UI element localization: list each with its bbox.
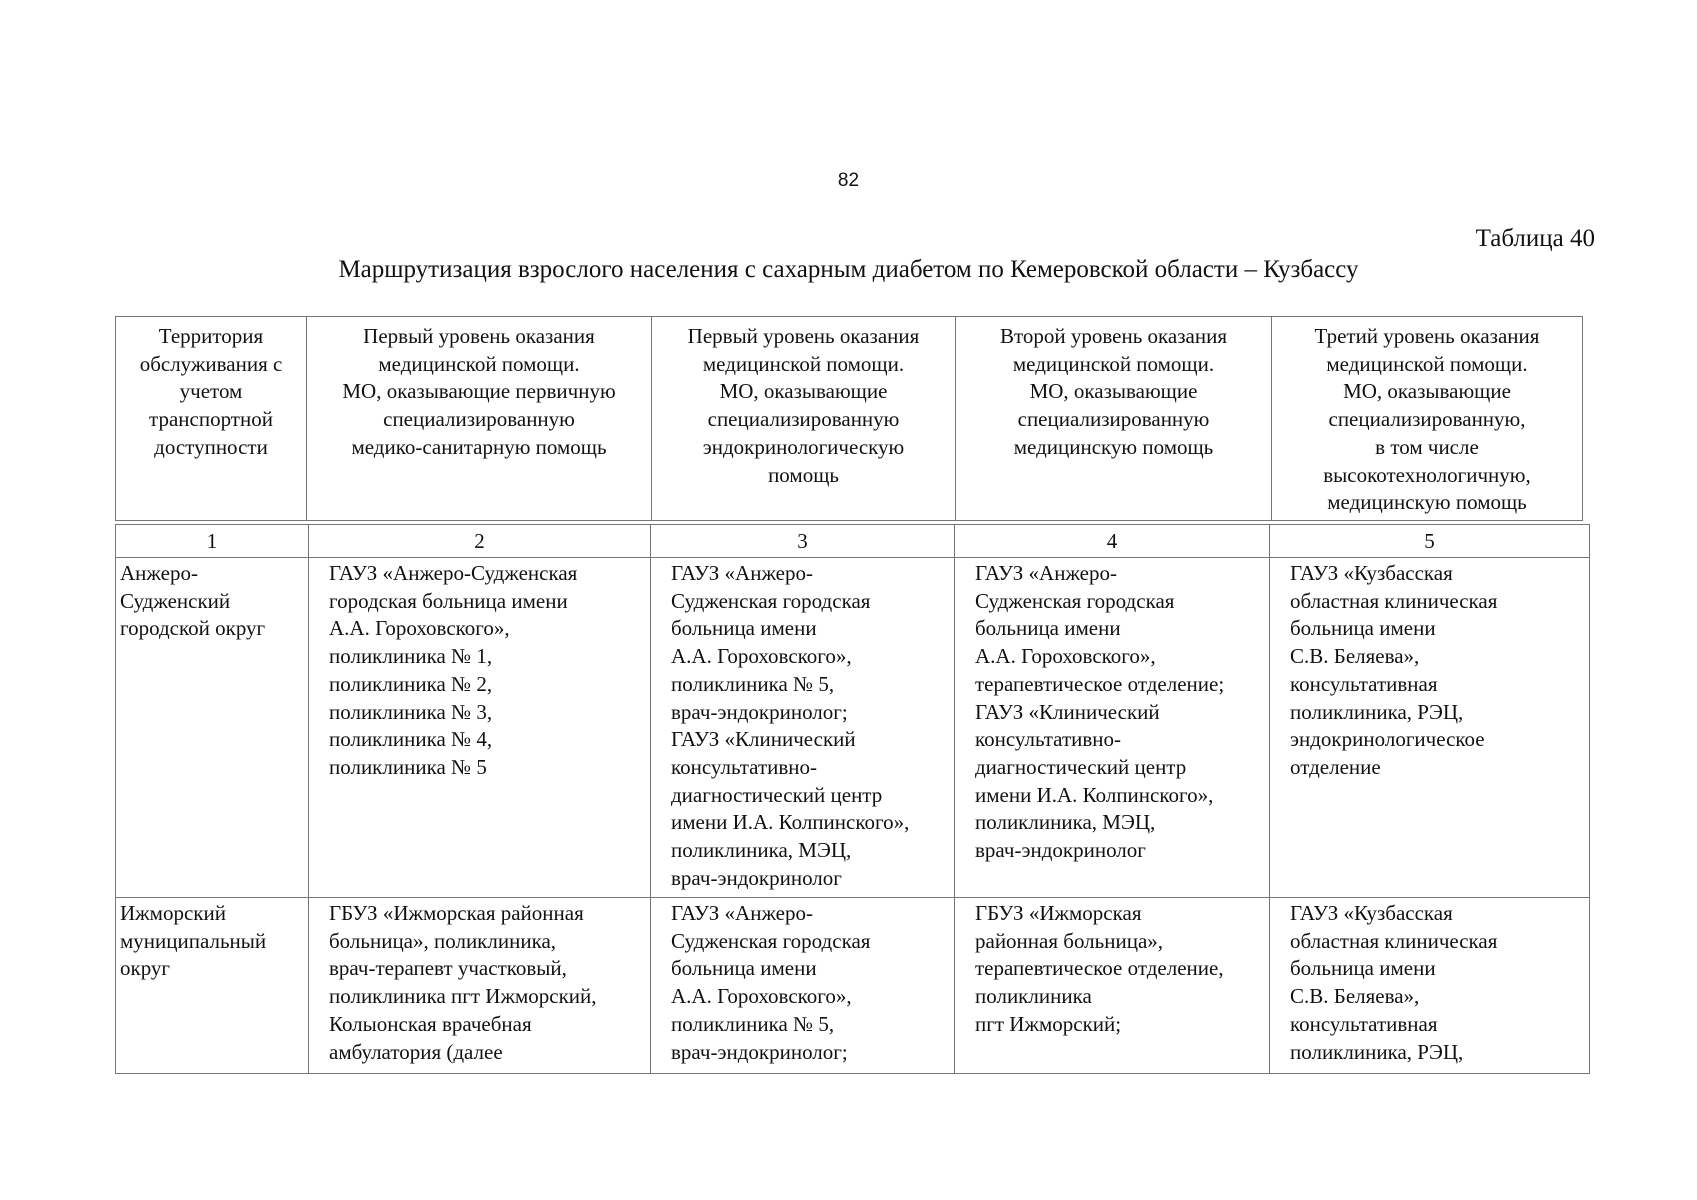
column-number: 5 (1270, 525, 1590, 558)
header-cell-level1-endocrine: Первый уровень оказания медицинской помощи. МО, оказывающие специализированную эндокринологическую помощь (652, 317, 956, 521)
page-number: 82 (837, 170, 860, 191)
header-row (116, 317, 1583, 521)
document-title: Маршрутизация взрослого населения с сахарным диабетом по Кемеровской области – Кузбассу (338, 256, 1359, 283)
level3-cell: ГАУЗ «Кузбасская областная клиническая больница имени С.В. Беляева», консультативная поликлиника, РЭЦ, (1270, 898, 1590, 1074)
territory-cell: Анжеро- Судженский городской округ (116, 558, 309, 898)
level2-cell: ГАУЗ «Анжеро- Судженская городская больница имени А.А. Гороховского», терапевтическое отделение; ГАУЗ «Клинический консультативно- диагностический центр имени И.А. Колпинского», поликлиника, МЭЦ, врач-эндокринолог (955, 558, 1270, 898)
table-row (116, 558, 1590, 898)
table-header (115, 316, 1583, 521)
header-cell-territory: Территория обслуживания с учетом транспортной доступности (116, 317, 307, 521)
column-number-row (116, 525, 1590, 558)
level1-primary-cell: ГБУЗ «Ижморская районная больница», поликлиника, врач-терапевт участковый, поликлиника пгт Ижморский, Колыонская врачебная амбулатория (далее (309, 898, 651, 1074)
table-caption: Таблица 40 (1475, 225, 1595, 252)
level3-cell: ГАУЗ «Кузбасская областная клиническая больница имени С.В. Беляева», консультативная поликлиника, РЭЦ, эндокринологическое отделение (1270, 558, 1590, 898)
column-number: 1 (116, 525, 309, 558)
level1-primary-cell: ГАУЗ «Анжеро-Судженская городская больница имени А.А. Гороховского», поликлиника № 1, поликлиника № 2, поликлиника № 3, поликлиника № 4, поликлиника № 5 (309, 558, 651, 898)
header-cell-level3: Третий уровень оказания медицинской помощи. МО, оказывающие специализированную, в том числе высокотехнологичную, медицинскую помощь (1272, 317, 1583, 521)
routing-table (115, 524, 1590, 1074)
level1-endocrine-cell: ГАУЗ «Анжеро- Судженская городская больница имени А.А. Гороховского», поликлиника № 5, врач-эндокринолог; (651, 898, 955, 1074)
column-number: 3 (651, 525, 955, 558)
column-number: 4 (955, 525, 1270, 558)
level1-endocrine-cell: ГАУЗ «Анжеро- Судженская городская больница имени А.А. Гороховского», поликлиника № 5, врач-эндокринолог; ГАУЗ «Клинический консультативно- диагностический центр имени И.А. Колпинского», поликлиника, МЭЦ, врач-эндокринолог (651, 558, 955, 898)
level2-cell: ГБУЗ «Ижморская районная больница», терапевтическое отделение, поликлиника пгт Ижморский; (955, 898, 1270, 1074)
territory-cell: Ижморский муниципальный округ (116, 898, 309, 1074)
header-cell-level1-primary: Первый уровень оказания медицинской помощи. МО, оказывающие первичную специализированную медико-санитарную помощь (307, 317, 652, 521)
table-row (116, 898, 1590, 1074)
column-number: 2 (309, 525, 651, 558)
header-cell-level2: Второй уровень оказания медицинской помощи. МО, оказывающие специализированную медицинскую помощь (956, 317, 1272, 521)
